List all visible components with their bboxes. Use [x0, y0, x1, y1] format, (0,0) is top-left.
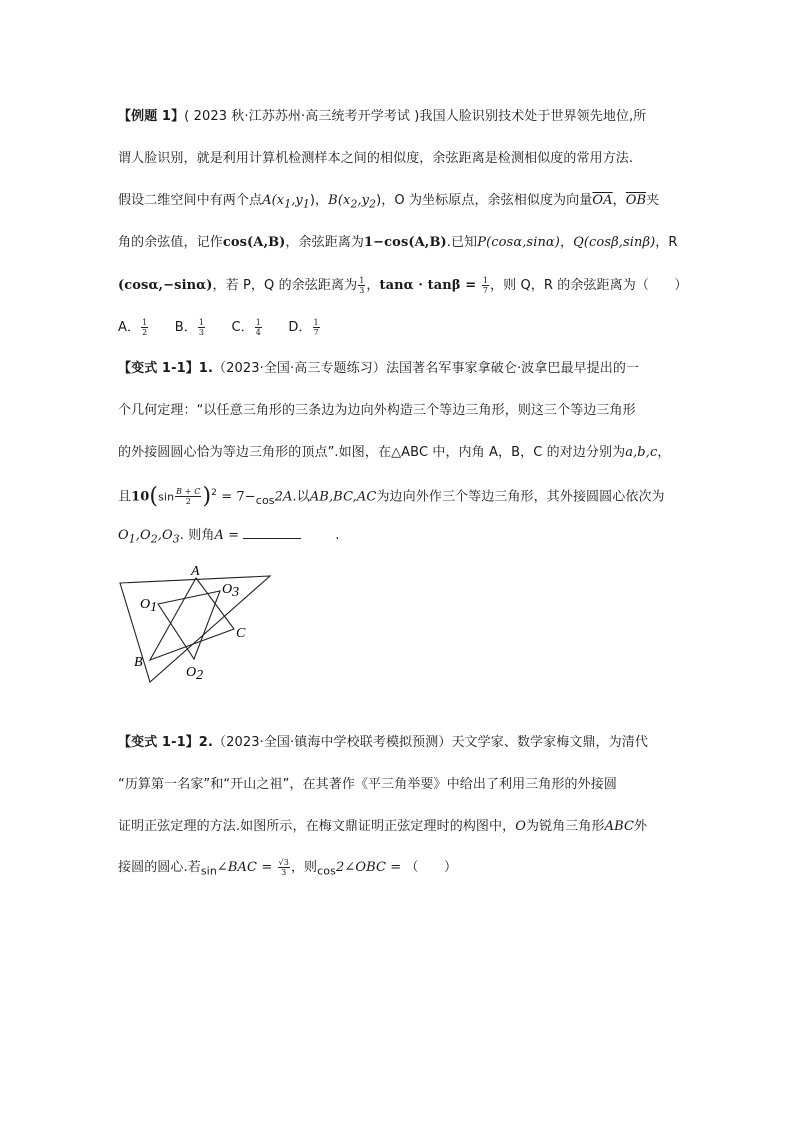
label-c: C [236, 626, 246, 641]
var1-source: （2023·全国·高三专题练习） [213, 361, 386, 376]
label-b: B [134, 655, 143, 670]
var1-tag: 【变式 1-1】1. [118, 361, 213, 376]
ex1-line-2: 谓人脸识别，就是利用计算机检测样本之间的相似度，余弦距离是检测相似度的常用方法. [118, 151, 634, 166]
option-d[interactable]: D． $\frac{1}{7}$ [288, 318, 319, 337]
fraction: $\frac{√3}{3}$ [278, 858, 289, 877]
ex1-line-1: 【例题 1】( 2023 秋·江苏苏州·高三统考开学考试 )我国人脸识别技术处于世界领先地位,所 [118, 109, 647, 124]
napoleon-triangle-figure [116, 562, 276, 686]
answer-blank[interactable] [243, 526, 301, 539]
var1-line-3: 的外接圆圆心恰为等边三角形的顶点”.如图，在△ABC 中，内角 A，B，C 的对边分别为a,b,c， [118, 445, 671, 460]
var1-line-2: 个几何定理：“以任意三角形的三条边为边向外构造三个等边三角形，则这三个等边三角形 [118, 403, 636, 418]
option-b[interactable]: B． $\frac{1}{3}$ [174, 318, 205, 337]
fraction: $\frac{1}{7}$ [482, 276, 489, 295]
var1-line-1: 【变式 1-1】1.（2023·全国·高三专题练习）法国著名军事家拿破仑·波拿巴最早提出的一 [118, 361, 640, 376]
var2-line-3: 证明正弦定理的方法.如图所示，在梅文鼎证明正弦定理时的构图中，O为锐角三角形ABC外 [118, 819, 648, 834]
var2-source: （2023·全国·镇海中学校联考模拟预测） [213, 735, 452, 750]
ex1-line-5: (cosα,−sinα)，若 P，Q 的余弦距离为 $\frac{1}{3}$ ，tanα · tanβ = $\frac{1}{7}$ ，则 Q，R 的余弦距离为（ ） [118, 276, 688, 295]
var2-line-1: 【变式 1-1】2.（2023·全国·镇海中学校联考模拟预测）天文学家、数学家梅文鼎，为清代 [118, 735, 648, 750]
vector-ob: $\overline{OB}$ [625, 193, 647, 208]
ex1-options [118, 318, 678, 337]
var2-tag: 【变式 1-1】2. [118, 735, 213, 750]
label-o2: O2 [186, 665, 204, 683]
label-o3: O3 [222, 582, 240, 600]
ex1-line-4: 角的余弦值，记作cos(A,B)，余弦距离为1−cos(A,B).已知P(cosα,sinα)，Q(cosβ,sinβ)，R [118, 235, 678, 250]
ex1-source: ( 2023 秋·江苏苏州·高三统考开学考试 ) [184, 109, 420, 124]
fraction: $\frac{1}{3}$ [359, 276, 365, 295]
var2-line-2: “历算第一名家”和“开山之祖”，在其著作《平三角举要》中给出了利用三角形的外接圆 [118, 777, 617, 792]
var2-line-4: 接圆的圆心.若$_{sin}$∠BAC = $\frac{√3}{3}$ ，则$_{cos}$2∠OBC = （ ） [118, 858, 458, 878]
option-c[interactable]: C． $\frac{1}{4}$ [231, 318, 261, 337]
option-a[interactable]: A． $\frac{1}{2}$ [118, 318, 148, 337]
var1-line-5: $O_1,O_2,O_3$. 则角A = . [118, 528, 340, 546]
label-a: A [191, 564, 200, 579]
ex1-line-3: 假设二维空间中有两个点$A(x_1,y_1)$，$B(x_2,y_2)$，O 为坐标原点，余弦相似度为向量$\overline{OA}$，$\overline{OB}$夹 [118, 193, 660, 211]
vector-oa: $\overline{OA}$ [592, 193, 613, 208]
ex1-tag: 【例题 1】 [118, 109, 185, 124]
var1-line-4: 且10(sin $\frac{B + C}{2}$ )$^2 = 7-_{cos}2A$.以AB,BC,AC为边向外作三个等边三角形，其外接圆圆心依次为 [118, 483, 665, 509]
fraction: $\frac{B + C}{2}$ [176, 487, 201, 507]
label-o1: O1 [140, 597, 158, 615]
triangle-o1o2o3 [158, 591, 220, 659]
